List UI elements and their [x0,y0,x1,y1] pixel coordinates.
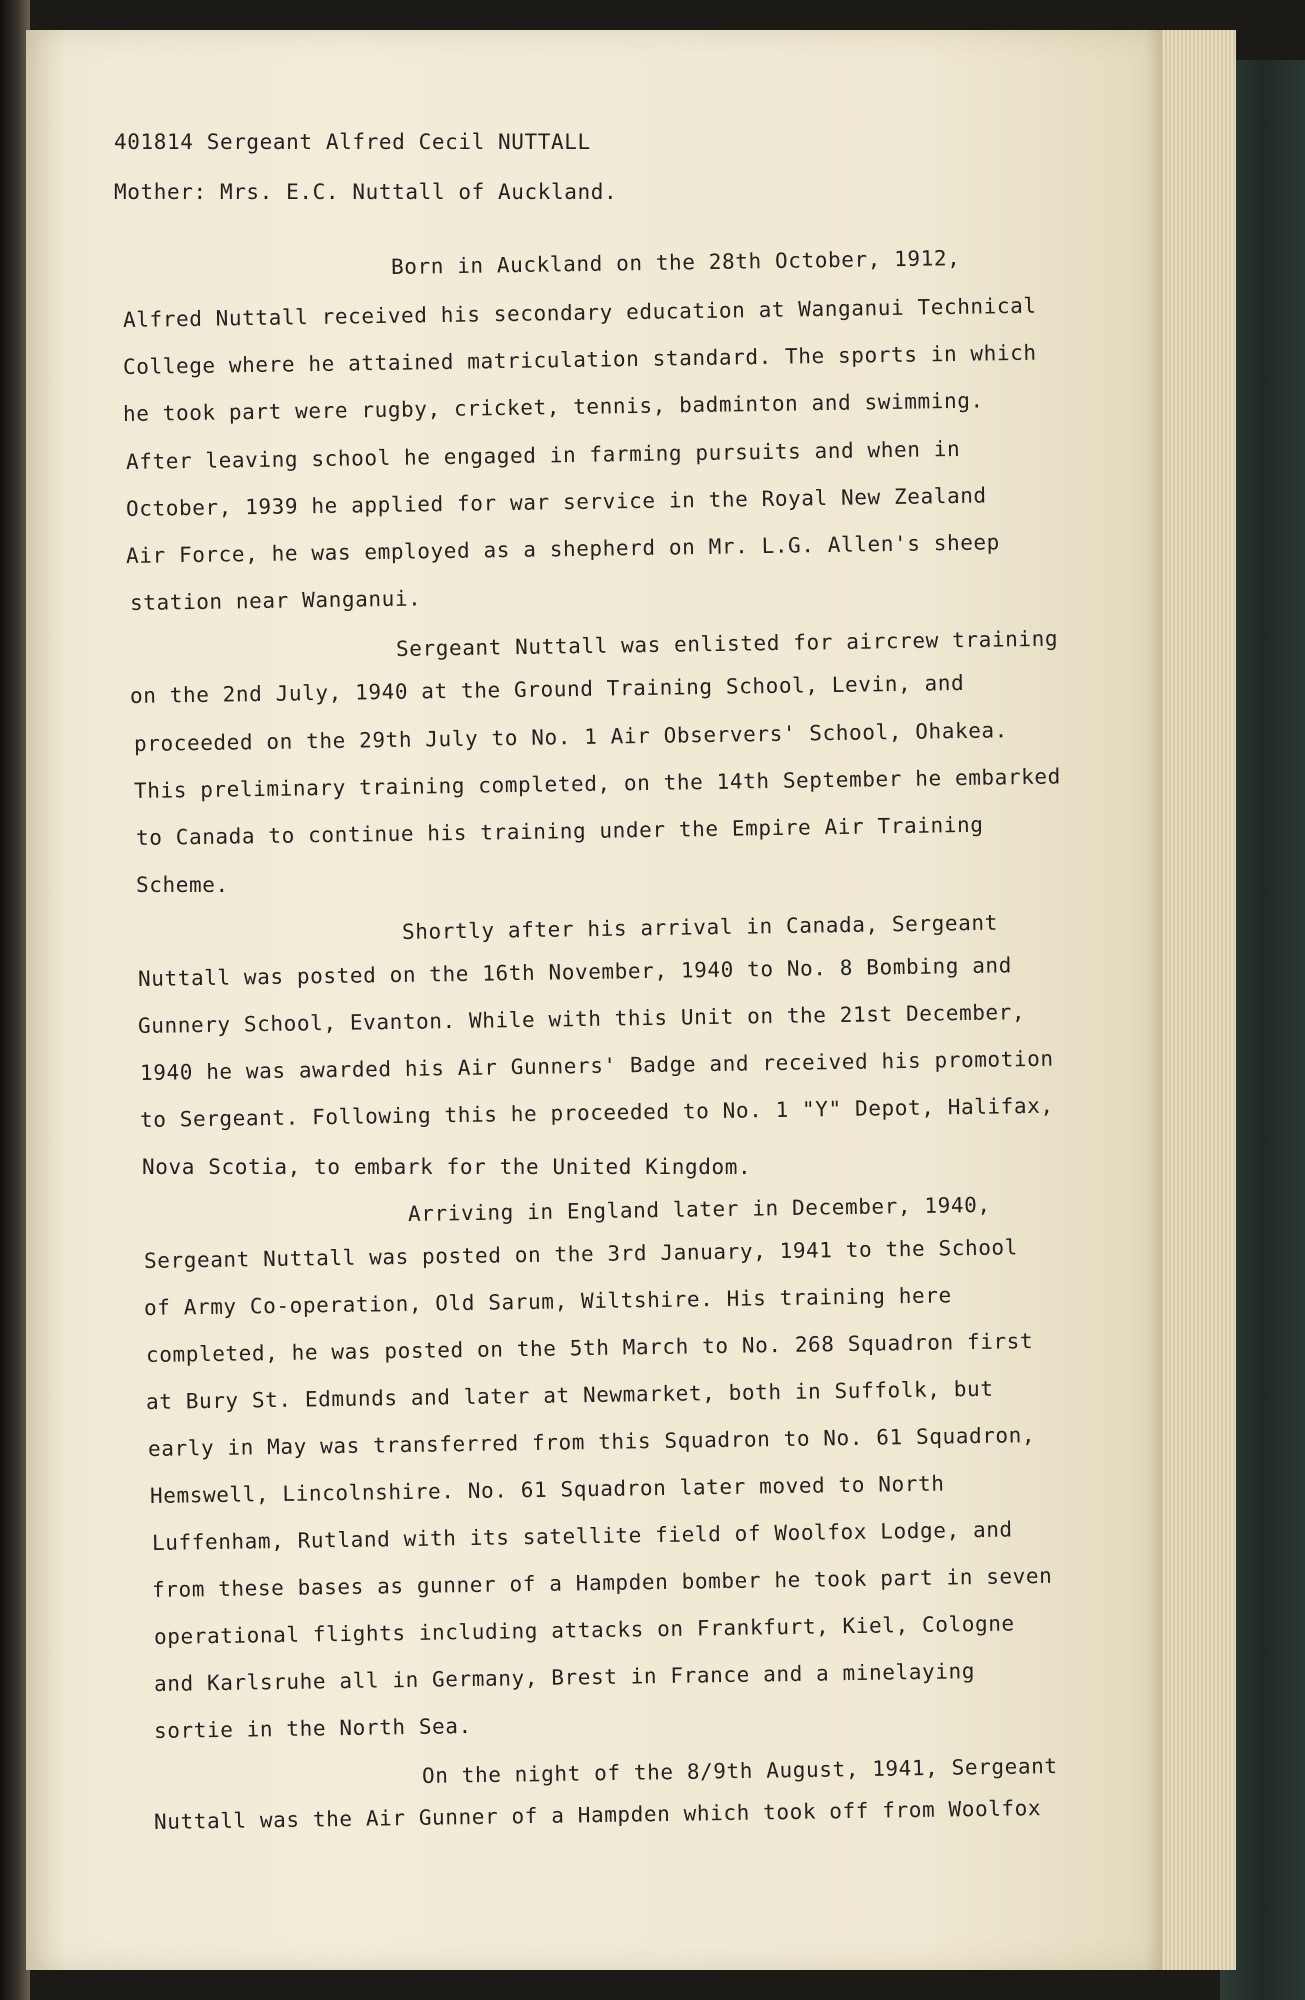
paragraph-line: Hemswell, Lincolnshire. No. 61 Squadron later moved to North [149,1471,945,1508]
paragraph-line: Shortly after his arrival in Canada, Sergeant [401,910,999,944]
page-stack-edges [1150,30,1236,1970]
paragraph-line: sortie in the North Sea. [153,1714,472,1743]
paragraph-line: station near Wanganui. [129,586,422,615]
paragraph-line: Nuttall was posted on the 16th November, 1940 to No. 8 Bombing and [137,953,1013,991]
paragraph-line: Sergeant Nuttall was enlisted for aircrew training [395,626,1059,661]
paragraph-line: Scheme. [136,873,229,897]
paragraph-line: This preliminary training completed, on the 14th September he embarked [133,764,1062,803]
document-page [26,30,1162,1970]
paragraph-line: Alfred Nuttall received his secondary education at Wanganui Technical [122,293,1037,332]
paragraph-line: proceeded on the 29th July to No. 1 Air Observers' School, Ohakea. [133,718,1009,756]
paragraph-line: to Canada to continue his training under the Empire Air Training [135,812,984,850]
paragraph-line: Gunnery School, Evanton. While with this Unit on the 21st December, [137,1000,1026,1038]
paragraph-line: he took part were rugby, cricket, tennis, badminton and swimming. [122,388,984,426]
paragraph-line: 1940 he was awarded his Air Gunners' Badge and received his promotion [139,1046,1054,1085]
paragraph-line: at Bury St. Edmunds and later at Newmarket, both in Suffolk, but [145,1376,994,1414]
paragraph-line: on the 2nd July, 1940 at the Ground Training School, Levin, and [129,670,965,708]
paragraph-line: Nova Scotia, to embark for the United Kingdom. [142,1155,752,1179]
paragraph-line: Nuttall was the Air Gunner of a Hampden which took off from Woolfox [153,1796,1042,1834]
paragraph-line: from these bases as gunner of a Hampden bomber he took part in seven [151,1563,1053,1602]
paragraph-line: Arriving in England later in December, 1940, [407,1192,991,1226]
paragraph-line: Air Force, he was employed as a shepherd on Mr. L.G. Allen's sheep [125,530,1001,568]
paragraph-line: Luffenham, Rutland with its satellite field of Woolfox Lodge, and [151,1517,1013,1555]
mother-line: Mother: Mrs. E.C. Nuttall of Auckland. [114,180,618,204]
paragraph-line: On the night of the 8/9th August, 1941, Sergeant [421,1754,1058,1788]
paragraph-line: and Karlsruhe all in Germany, Brest in France and a minelaying [153,1659,976,1696]
paragraph-line: of Army Co-operation, Old Sarum, Wiltshire. His training here [143,1283,952,1320]
typed-text [26,30,1162,1970]
paragraph-line: completed, he was posted on the 5th March to No. 268 Squadron first [145,1329,1034,1367]
paragraph-line: Born in Auckland on the 28th October, 1912, [390,246,961,279]
paragraph-line: October, 1939 he applied for war service in the Royal New Zealand [125,483,987,521]
paragraph-line: After leaving school he engaged in farming pursuits and when in [125,436,961,474]
paragraph-line: to Sergeant. Following this he proceeded to No. 1 "Y" Depot, Halifax, [139,1093,1054,1132]
paragraph-line: operational flights including attacks on Frankfurt, Kiel, Cologne [153,1611,1015,1649]
paragraph-line: early in May was transferred from this Squadron to No. 61 Squadron, [147,1423,1036,1461]
record-heading: 401814 Sergeant Alfred Cecil NUTTALL [114,130,591,154]
paragraph-line: Sergeant Nuttall was posted on the 3rd January, 1941 to the School [143,1235,1019,1273]
paragraph-line: College where he attained matriculation standard. The sports in which [122,340,1037,379]
